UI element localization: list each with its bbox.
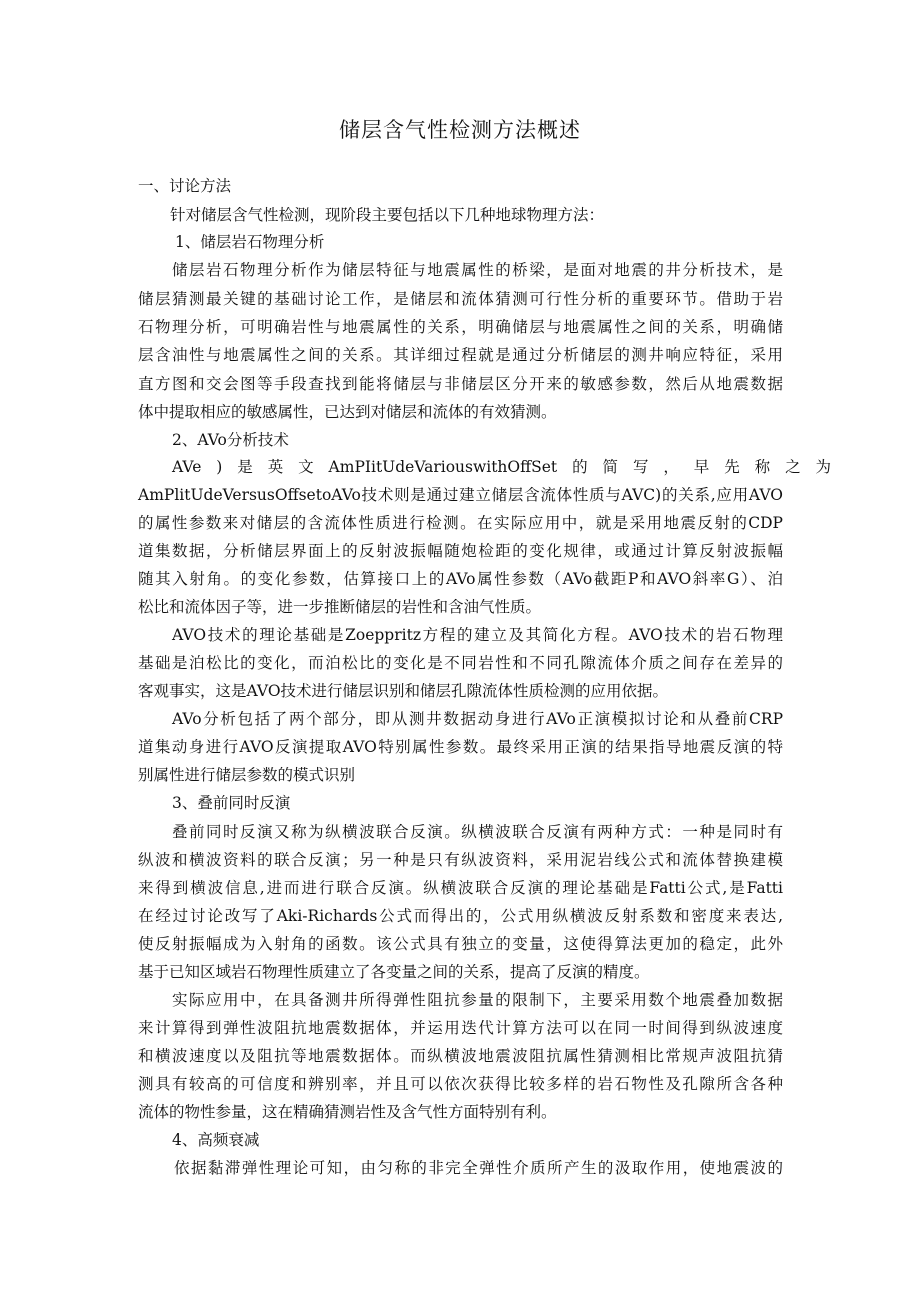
paragraph-line: 储层猜测最关键的基础讨论工作，是储层和流体猜测可行性分析的重要环节。借助于岩 [138,290,783,308]
paragraph-line: 层含油性与地震属性之间的关系。其详细过程就是通过分析储层的测井响应特征，采用 [138,346,783,364]
subsection-heading: 3、叠前同时反演 [172,794,291,812]
section-heading: 一、讨论方法 [138,177,232,195]
paragraph-line: AVe ) 是 英 文 AmPIitUdeVariouswithOffSet 的 简 写 ， 早 先 称 之 为 [172,458,832,476]
paragraph-line: 使反射振幅成为入射角的函数。该公式具有独立的变量，这使得算法更加的稳定，此外 [138,935,783,953]
paragraph-line: 基础是泊松比的变化，而泊松比的变化是不同岩性和不同孔隙流体介质之间存在差异的 [138,654,783,672]
paragraph-line: AVo分析包括了两个部分，即从测井数据动身进行AVo正演模拟讨论和从叠前CRP [172,710,783,728]
paragraph-line: 来计算得到弹性波阻抗地震数据体，并运用迭代计算方法可以在同一时间得到纵波速度 [138,1019,783,1037]
paragraph-line: 道集动身进行AVO反演提取AVO特别属性参数。最终采用正演的结果指导地震反演的特 [138,738,783,756]
paragraph-line: 叠前同时反演又称为纵横波联合反演。纵横波联合反演有两种方式：一种是同时有 [172,823,783,841]
paragraph-line: 随其入射角。的变化参数，估算接口上的AVo属性参数（AVo截距P和AVO斜率G）、泊 [138,570,783,588]
paragraph-line: 依据黏滞弹性理论可知，由匀称的非完全弹性介质所产生的汲取作用，使地震波的 [174,1159,783,1177]
paragraph-line: 石物理分析，可明确岩性与地震属性的关系，明确储层与地震属性之间的关系，明确储 [138,318,783,336]
paragraph-line: 的属性参数来对储层的含流体性质进行检测。在实际应用中，就是采用地震反射的CDP [138,514,783,532]
paragraph-line: 储层岩石物理分析作为储层特征与地震属性的桥梁，是面对地震的井分析技术，是 [172,261,783,279]
paragraph-line: 直方图和交会图等手段查找到能将储层与非储层区分开来的敏感参数，然后从地震数据 [138,375,783,393]
paragraph-line: 在经过讨论改写了Aki-Richards公式而得出的，公式用纵横波反射系数和密度来表达, [138,907,783,925]
paragraph-line: 松比和流体因子等，进一步推断储层的岩性和含油气性质。 [138,598,542,616]
subsection-heading: 1、储层岩石物理分析 [175,233,325,251]
paragraph-line: 基于已知区域岩石物理性质建立了各变量之间的关系，提高了反演的精度。 [138,963,650,981]
paragraph-line: 流体的物性参量，这在精确猜测岩性及含气性方面特别有利。 [138,1103,557,1121]
paragraph-line: 别属性进行储层参数的模式识别 [138,766,356,784]
paragraph-line: 实际应用中，在具备测井所得弹性阻抗参量的限制下，主要采用数个地震叠加数据 [172,991,783,1009]
document-title: 储层含气性检测方法概述 [339,118,581,142]
paragraph-line: 体中提取相应的敏感属性，已达到对储层和流体的有效猜测。 [138,403,557,421]
paragraph-line: 客观事实，这是AVO技术进行储层识别和储层孔隙流体性质检测的应用依据。 [138,682,669,700]
intro-text: 针对储层含气性检测，现阶段主要包括以下几种地球物理方法： [170,206,605,224]
paragraph-line: AVO技术的理论基础是Zoeppritz方程的建立及其简化方程。AVO技术的岩石物理 [172,626,783,644]
paragraph-line: 和横波速度以及阻抗等地震数据体。而纵横波地震波阻抗属性猜测相比常规声波阻抗猜 [138,1047,783,1065]
paragraph-line: 道集数据，分析储层界面上的反射波振幅随炮检距的变化规律，或通过计算反射波振幅 [138,542,783,560]
subsection-heading: 2、AVo分析技术 [172,431,289,449]
paragraph-line: AmPlitUdeVersusOffsetoAVo技术则是通过建立储层含流体性质与AVC)的关系,应用AVO [138,486,783,504]
paragraph-line: 纵波和横波资料的联合反演；另一种是只有纵波资料，采用泥岩线公式和流体替换建模 [138,851,783,869]
subsection-heading: 4、高频衰减 [172,1131,260,1149]
paragraph-line: 测具有较高的可信度和辨别率，并且可以依次获得比较多样的岩石物性及孔隙所含各种 [138,1075,783,1093]
paragraph-line: 来得到横波信息,进而进行联合反演。纵横波联合反演的理论基础是Fatti公式,是Fatti [138,879,783,897]
